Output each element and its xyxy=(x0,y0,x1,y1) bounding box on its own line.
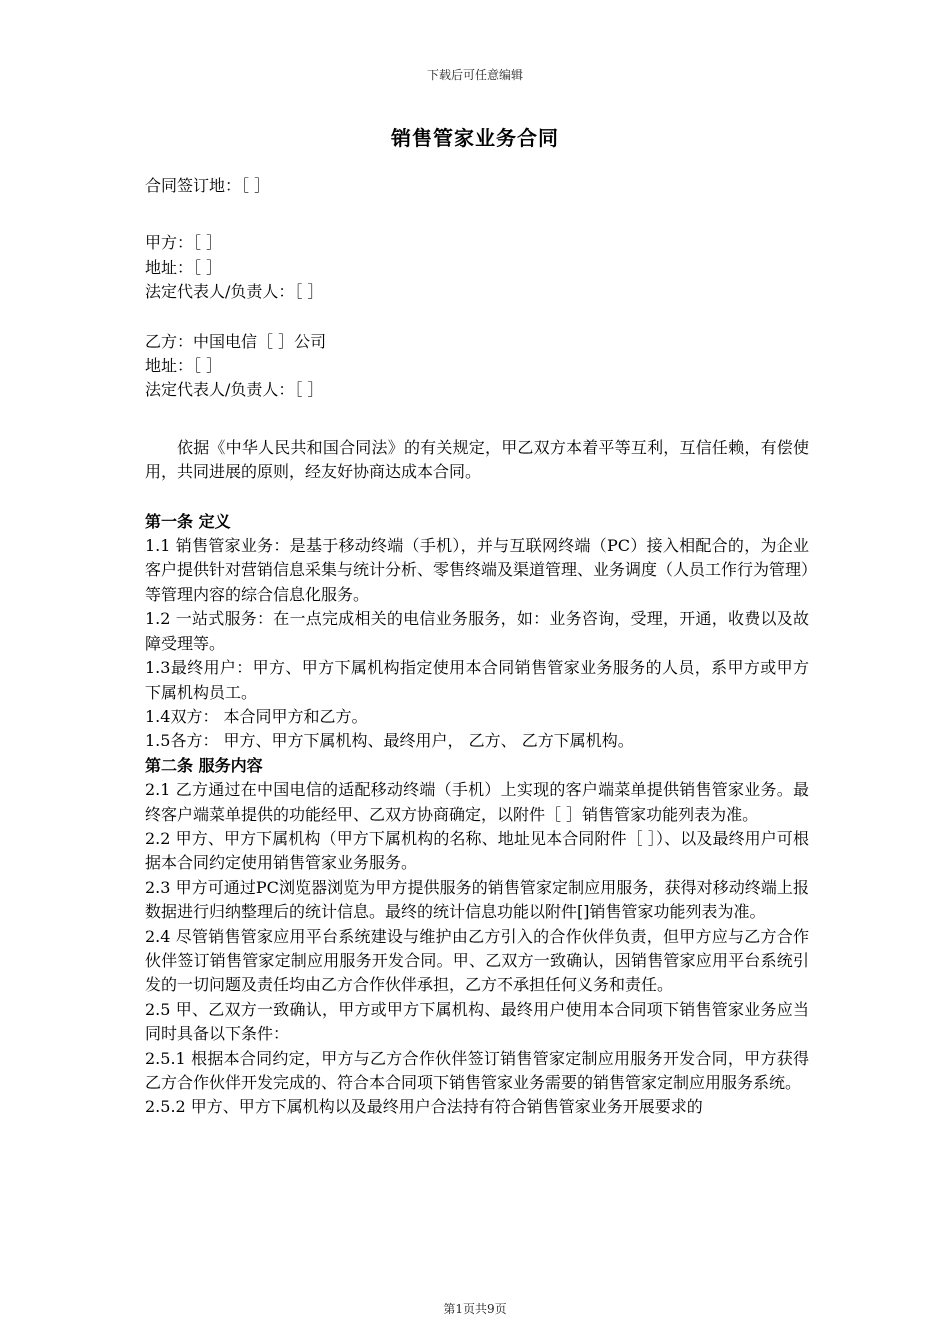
clause-2-5-1: 2.5.1 根据本合同约定，甲方与乙方合作伙伴签订销售管家定制应用服务开发合同，甲方获得乙方合作伙伴开发完成的、符合本合同项下销售管家业务需要的销售管家定制应用服务系统。 xyxy=(145,1048,809,1092)
page-header: 下载后可任意编辑 xyxy=(426,68,523,82)
article-2-title: 第二条 服务内容 xyxy=(145,755,263,775)
preamble: 依据《中华人民共和国合同法》的有关规定，甲乙双方本着平等互利，互信任赖，有偿使用，共同进展的原则，经友好协商达成本合同。 xyxy=(145,437,809,482)
clause-1-5: 1.5各方： 甲方、甲方下属机构、最终用户， 乙方、 乙方下属机构。 xyxy=(145,731,634,751)
sign-place: 合同签订地：［ ］ xyxy=(145,176,271,195)
article-1-title: 第一条 定义 xyxy=(145,511,231,531)
clause-2-1: 2.1 乙方通过在中国电信的适配移动终端（手机）上实现的客户端菜单提供销售管家业务。最终客户端菜单提供的功能经甲、乙双方协商确定，以附件［ ］销售管家功能列表为准。 xyxy=(145,780,809,824)
party-b-address: 地址：［ ］ xyxy=(145,356,223,376)
clause-1-3: 1.3最终用户：甲方、甲方下属机构指定使用本合同销售管家业务服务的人员，系甲方或甲方下属机构员工。 xyxy=(145,658,809,702)
page-footer: 第1页共9页 xyxy=(443,1302,507,1316)
party-a-name: 甲方：［ ］ xyxy=(145,233,223,253)
clause-2-5-2: 2.5.2 甲方、甲方下属机构以及最终用户合法持有符合销售管家业务开展要求的 xyxy=(145,1097,703,1117)
clause-1-4: 1.4双方： 本合同甲方和乙方。 xyxy=(145,706,368,726)
party-b-rep: 法定代表人/负责人：［ ］ xyxy=(145,380,324,400)
clause-2-4: 2.4 尽管销售管家应用平台系统建设与维护由乙方引入的合作伙伴负责，但甲方应与乙方合作伙伴签订销售管家定制应用服务开发合同。甲、乙双方一致确认，因销售管家应用平台系统引发的一切问题及责任均由乙方合作伙伴承担，乙方不承担任何义务和责任。 xyxy=(145,926,809,995)
clause-1-1: 1.1 销售管家业务：是基于移动终端（手机），并与互联网终端（PC）接入相配合的，为企业客户提供针对营销信息采集与统计分析、零售终端及渠道管理、业务调度（人员工作行为管理）等管理内容的综合信息化服务。 xyxy=(145,536,810,604)
party-b-name: 乙方：中国电信［ ］公司 xyxy=(145,331,327,351)
clause-2-3: 2.3 甲方可通过PC浏览器浏览为甲方提供服务的销售管家定制应用服务，获得对移动终端上报数据进行归纳整理后的统计信息。最终的统计信息功能以附件[]销售管家功能列表为准。 xyxy=(145,877,809,922)
document-title: 销售管家业务合同 xyxy=(391,126,559,150)
party-a-address: 地址：［ ］ xyxy=(145,257,223,277)
clause-2-5: 2.5 甲、乙双方一致确认，甲方或甲方下属机构、最终用户使用本合同项下销售管家业务应当同时具备以下条件： xyxy=(145,999,809,1044)
party-a-rep: 法定代表人/负责人：［ ］ xyxy=(145,282,324,302)
document-body xyxy=(145,174,809,1120)
clause-1-2: 1.2 一站式服务：在一点完成相关的电信业务服务，如：业务咨询，受理，开通，收费以及故障受理等。 xyxy=(145,609,809,653)
clause-2-2: 2.2 甲方、甲方下属机构（甲方下属机构的名称、地址见本合同附件［ ］）、以及最终用户可根据本合同约定使用销售管家业务服务。 xyxy=(145,828,809,873)
